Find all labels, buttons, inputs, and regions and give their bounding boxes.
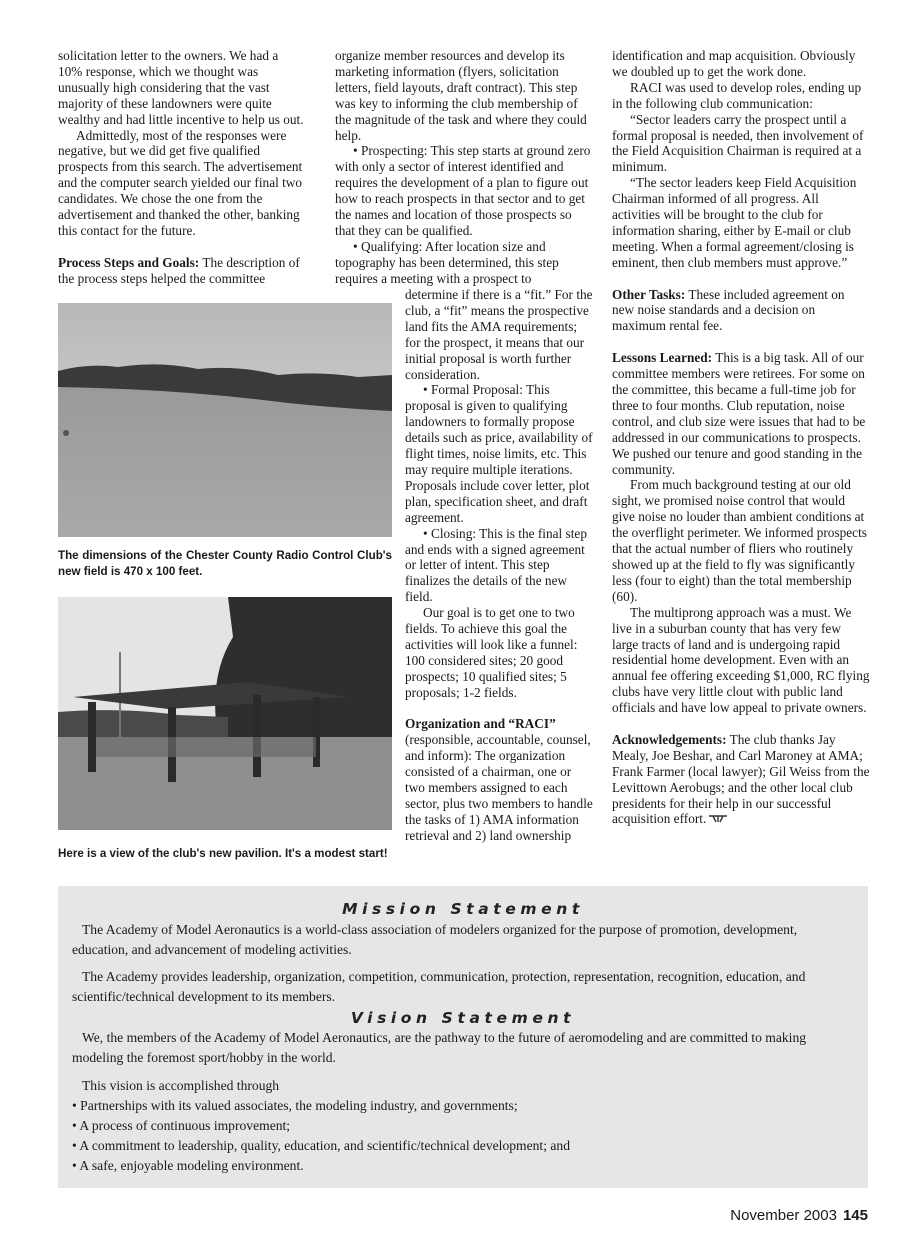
list-item: • Partnerships with its valued associates, the modeling industry, and governments; [72,1098,518,1113]
paragraph: solicitation letter to the owners. We had a 10% response, which we thought was unusually high considering that the vast majority of these landowners were quite wealthy and had little incentive to help us out. [58,48,304,127]
paragraph: • Prospecting: This step starts at ground zero with only a sector of interest identified and requires the development of a plan to figure out how to reach prospects in that sector and to get the names and location of those prospects so that they can be qualified. [335,143,591,238]
mission-paragraph: The Academy of Model Aeronautics is a world-class association of modelers organized for the purpose of promotion, development, education, and advancement of modeling activities. [72,922,798,957]
photo-caption: The dimensions of the Chester County Radio Control Club's new field is 470 x 100 feet. [58,549,392,578]
section-heading: Process Steps and Goals: [58,254,200,270]
paragraph [612,287,870,335]
paragraph [405,716,594,843]
column-3 [612,48,870,827]
vision-paragraph: This vision is accomplished through [82,1078,280,1093]
paragraph: Our goal is to get one to two fields. To achieve this goal the activities will look like a funnel: 100 considered sites; 20 good prospects; 10 qualified sites; 5 proposals; 1-2 fields. [405,605,578,700]
paragraph-text: The description of the process steps helped the committee [58,254,300,286]
field-photo [58,303,392,537]
vision-statement-title: Vision Statement [350,1009,576,1027]
section-heading: Lessons Learned: [612,350,713,366]
paragraph-text: The club thanks Jay Mealy, Joe Beshar, and Carl Maroney at AMA; Frank Farmer (local lawyer); Gil Weiss from the Levittown Aerobugs; and the other local club presidents for their help in our successful acquisition effort. [612,731,870,827]
mission-vision-box [58,886,868,1188]
page-number: 145 [842,1207,868,1224]
paragraph-text: This is a big task. All of our committee members were retirees. For some on the committee, this became a full-time job for three to four months. Club reputation, noise control, and club size were issues that had to be addressed in our communications to prospects. We pushed our tenure and good standing in the community. [612,350,866,477]
paragraph [612,732,870,827]
column-2-top [335,48,593,287]
section-heading: Acknowledgements: [612,731,727,747]
paragraph: From much background testing at our old sight, we promised noise control that would give noise no louder than ambient conditions at the overflight perimeter. We informed prospects that the actual number of fliers who routinely showed up at the field to fly was significantly less (four to eight) than the total membership (60). [612,477,867,604]
column-2-wrap [405,287,594,844]
paragraph: organize member resources and develop its marketing information (flyers, solicitation letters, field layouts, draft contract). This step was key to informing the club membership of the magnitude of the task and where they could help. [335,48,587,143]
paragraph: “Sector leaders carry the prospect until a formal proposal is needed, then involvement of the Field Acquisition Chairman is required at a minimum. [612,111,864,175]
paragraph [612,350,870,477]
vision-list [58,1096,868,1176]
paragraph: • Formal Proposal: This proposal is given to qualifying landowners to formally propose details such as price, availability of flight times, noise limits, etc. This may require multiple iterations. Proposals include cover letter, plot plan, specification sheet, and draft agreement. [405,382,593,525]
paragraph: Admittedly, most of the responses were negative, but we did get five qualified prospects from this search. The advertisement and the computer search yielded our final two candidates. We chose the one from the advertisement and thanked the other, banking this contact for the future. [58,127,303,238]
issue-date: November 2003 [730,1207,837,1224]
list-item: • A commitment to leadership, quality, education, and scientific/technical development; and [72,1138,571,1153]
paragraph: • Qualifying: After location size and topography has been determined, this step requires a meeting with a prospect to [335,238,559,286]
paragraph: determine if there is a “fit.” For the club, a “fit” means the prospective land fits the AMA requirements; for the prospect, it means that our initial proposal is worth further consideration. [405,287,593,382]
paragraph [58,255,304,287]
paragraph: • Closing: This is the final step and ends with a signed agreement or letter of intent. This step finalizes the details of the new field. [405,525,587,605]
mission-paragraph: The Academy provides leadership, organization, competition, communication, protection, representation, recognition, education, and scientific/technical development to its members. [72,969,806,1004]
photo-caption: Here is a view of the club's new pavilion. It's a modest start! [58,847,388,860]
section-heading: Organization and “RACI” [405,716,556,732]
ama-end-mark-icon [708,814,728,823]
section-heading: Other Tasks: [612,286,686,302]
paragraph-text: (responsible, accountable, counsel, and inform): The organization consisted of a chairman, one or two members assigned to each sector, plus two members to handle the tasks of 1) AMA information retrieval and 2) land ownership [405,732,593,843]
mission-statement-title: Mission Statement [342,900,584,918]
list-item: • A process of continuous improvement; [72,1118,291,1133]
column-1 [58,48,304,287]
paragraph: RACI was used to develop roles, ending up in the following club communication: [612,79,862,111]
paragraph-text: These included agreement on new noise standards and a decision on maximum rental fee. [612,286,845,334]
page-footer [730,1207,868,1224]
paragraph: “The sector leaders keep Field Acquisition Chairman informed of all progress. All activities will be brought to the club for information sharing, either by E-mail or club meeting. When a formal agreement/closing is eminent, then club members must approve.” [612,175,857,270]
pavilion-photo [58,597,392,830]
paragraph: The multiprong approach was a must. We live in a suburban county that has very few large tracts of land and is undergoing rapid residential home development. Even with an annual fee offering exceeding $1,000, RC flying clubs have very little clout with public land officials and have low appeal to private owners. [612,604,870,716]
vision-paragraph: We, the members of the Academy of Model Aeronautics, are the pathway to the future of aeromodeling and are committed to making modeling the foremost sport/hobby in the world. [72,1030,807,1065]
list-item: • A safe, enjoyable modeling environment. [72,1158,304,1173]
paragraph: identification and map acquisition. Obviously we doubled up to get the work done. [612,48,856,79]
